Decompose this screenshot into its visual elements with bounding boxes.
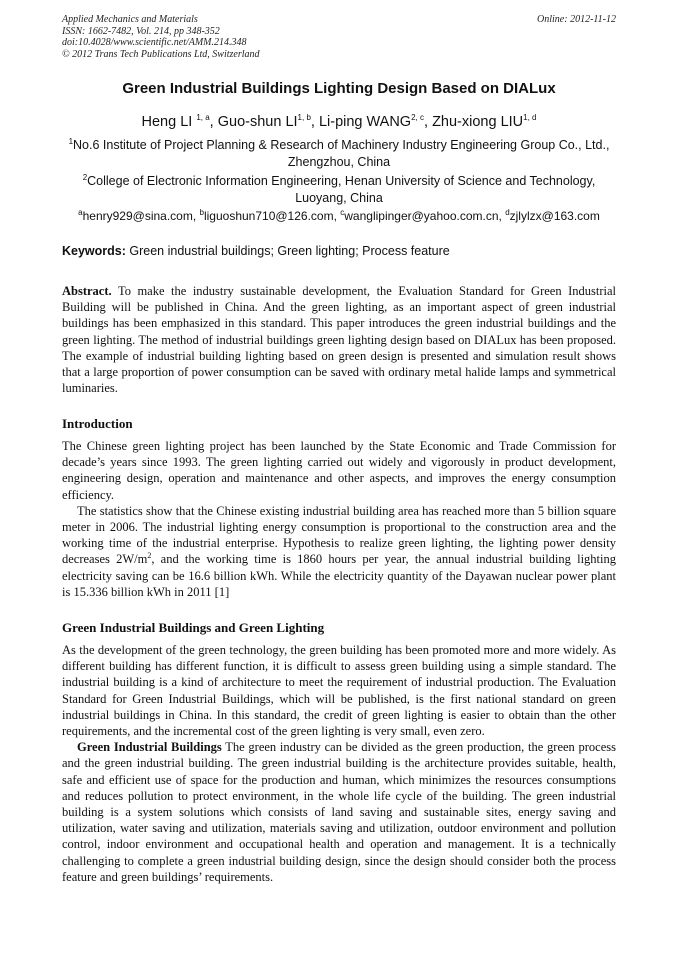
paper-title: Green Industrial Buildings Lighting Design Based on DIALux <box>122 80 556 97</box>
affiliation-sup: 2 <box>82 172 88 182</box>
author-name: Li-ping WANG <box>318 114 412 130</box>
email-sup: d <box>505 208 510 217</box>
email-sup: b <box>199 208 204 217</box>
intro-p2-text-a: The statistics show that the Chinese existing industrial building area has reached more than 5 billion square meter in 2006. The industrial lighting energy consumption is proportional to the construction area and the working time of the industrial enterprise. Hypothesis to realize green lighting, the lighting power density decreases 2W/m <box>62 503 616 567</box>
keywords-label: Keywords: <box>62 244 126 258</box>
issn-line: ISSN: 1662-7482, Vol. 214, pp 348-352 <box>62 25 220 37</box>
section-2-heading: Green Industrial Buildings and Green Lighting <box>62 620 325 635</box>
keywords-line <box>62 244 616 258</box>
abstract <box>62 283 616 396</box>
doi-line: doi:10.4028/www.scientific.net/AMM.214.348 <box>62 37 247 48</box>
email-address: wanglipinger@yahoo.com.cn <box>344 209 499 223</box>
introduction-body <box>62 438 616 600</box>
section-2-body <box>62 642 616 885</box>
journal-header <box>62 14 616 60</box>
author-sup: 1, d <box>523 113 537 123</box>
author-sup: 1, b <box>297 113 311 123</box>
affiliation-line: Zhengzhou, China <box>287 155 391 169</box>
online-date: Online: 2012-11-12 <box>537 14 616 25</box>
intro-paragraph-1: The Chinese green lighting project has been launched by the State Economic and Trade Commission for decade’s years since 1993. The green lighting carried out widely and vigorously in product development, engineering design, operation and maintenance and other aspects, and improves the energy consumption efficiency. <box>62 439 616 502</box>
author-name: Zhu-xiong LIU <box>432 114 524 130</box>
section-2-paragraph-1: As the development of the green technology, the green building has been promoted more and more widely. As different building has different function, it is difficult to assess green building using a simple standard. The industrial building is a kind of architecture to meet the requirement of industrial production. The Evaluation Standard for Green Industrial Buildings, which will be published, is the first national standard on green industrial buildings in China. In this standard, the credit of green lighting is easier to obtain than the other requirements, and the incremental cost of the green lighting is very small, even zero. <box>62 643 616 739</box>
introduction-heading: Introduction <box>62 416 133 431</box>
author-name: Guo-shun LI <box>217 114 298 130</box>
affiliation-line: No.6 Institute of Project Planning & Research of Machinery Industry Engineering Group Co., Ltd., <box>73 138 610 152</box>
section-2-paragraph-2 <box>62 739 616 885</box>
intro-p2-sup: 2 <box>147 551 152 561</box>
email-address: henry929@sina.com <box>82 209 193 223</box>
affiliation-line: Luoyang, China <box>295 191 383 205</box>
author-sup: 1, a <box>196 113 210 123</box>
affiliation-2 <box>62 173 616 207</box>
affiliation-line: College of Electronic Information Engineering, Henan University of Science and Technology, <box>87 174 596 188</box>
author-sup: 2, c <box>411 113 424 123</box>
affiliation-sup: 1 <box>68 136 74 146</box>
affiliation-1 <box>62 137 616 171</box>
email-address: liguoshun710@126.com <box>203 209 334 223</box>
email-sup: a <box>78 208 83 217</box>
abstract-text: To make the industry sustainable development, the Evaluation Standard for Green Industrial Building will be published in China. And the green lighting, as an important aspect of green industrial buildings has been emphasized in this standard. This paper introduces the green industrial buildings and the green lighting. The method of industrial buildings green lighting design based on DIALux has been proposed. The example of industrial building lighting based on green design is presented and simulation result shows that a large proportion of power consumption can be saved with ordinary metal halide lamps and symmetrical luminaries. <box>62 284 616 396</box>
abstract-label: Abstract. <box>62 284 112 298</box>
intro-p2-text-b: , and the working time is 1860 hours per year, the annual industrial building lighting electricity saving can be 16.6 billion kWh. While the electricity quantity of the Dayawan nuclear power plant is 15.336 billion kWh in 2011 [1] <box>62 552 616 599</box>
author-list: Heng LI $^{1, a}$, Guo-shun LI$^{1, b}$, Li-ping WANG$^{2, c}$, Zhu-xiong LIU$^{1, d}$ <box>141 113 537 130</box>
author-name: Heng LI <box>141 114 193 130</box>
journal-name: Applied Mechanics and Materials <box>62 14 198 25</box>
email-list: $^a$henry929@sina.com, $^b$liguoshun710@126.com, $^c$wanglipinger@yahoo.com.cn, $^d$zjlylzx@163.com <box>78 208 600 223</box>
keywords-text: Green industrial buildings; Green lighting; Process feature <box>129 244 450 258</box>
email-address: zjlylzx@163.com <box>509 209 600 223</box>
intro-paragraph-2 <box>62 503 616 600</box>
section-2-p2-text: The green industry can be divided as the green production, the green process and the green industrial building. The green industrial building is the architecture provides suitable, health, safe and efficient use of space for the production and human, which minimizes the resources consumptions and reduces pollution to protect environment, in the whole life cycle of the building. The green industrial building is a system solutions which consists of land saving and sustainable sites, energy saving and utilization, water saving and utilization, materials saving and utilization, outdoor environment and pollution control, indoor environment and occupational health and operation and management. It is a technically challenging to complete a green industrial building design, since the design should consider both the process feature and green buildings’ requirements. <box>62 740 616 884</box>
copyright-line: © 2012 Trans Tech Publications Ltd, Switzerland <box>62 48 260 60</box>
section-2-p2-label: Green Industrial Buildings <box>77 740 222 755</box>
email-sup: c <box>340 208 345 217</box>
